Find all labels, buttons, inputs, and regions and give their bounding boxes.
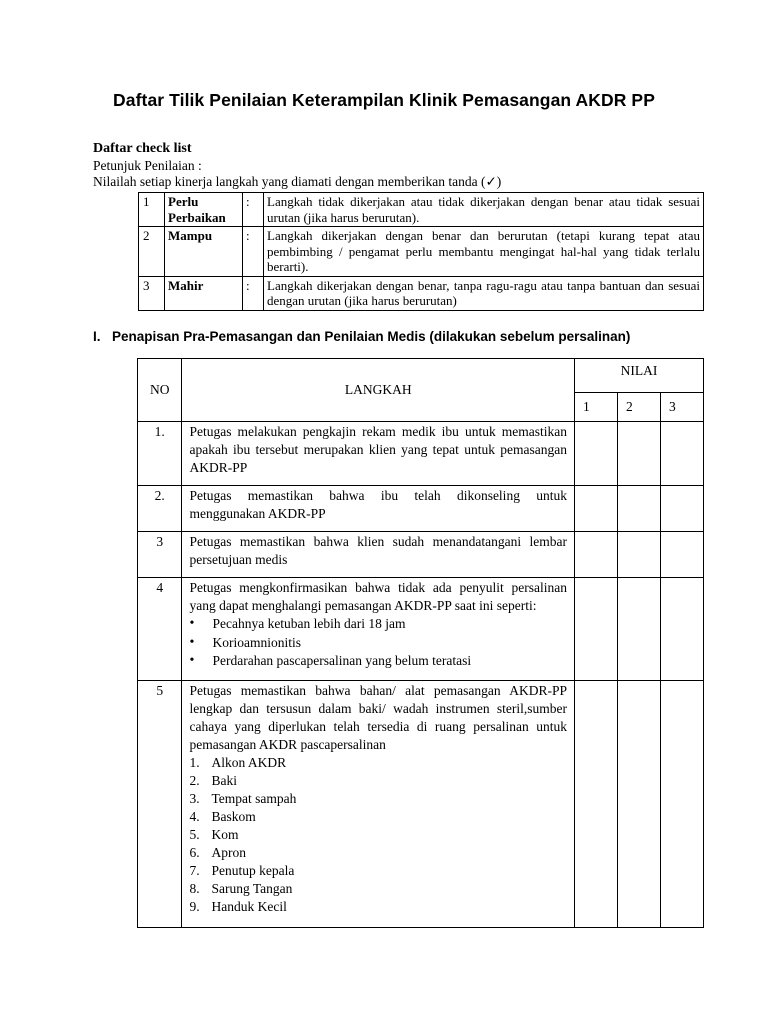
rating-description: Langkah dikerjakan dengan benar, tanpa ragu-ragu atau tanpa bantuan dan sesuai dengan urutan (jika harus berurutan) xyxy=(264,276,704,310)
list-item xyxy=(189,826,567,844)
step-text xyxy=(182,422,575,486)
rating-name: Mampu xyxy=(165,227,243,277)
list-item xyxy=(189,880,567,898)
steps-table xyxy=(137,358,704,928)
item-number: 5. xyxy=(189,827,200,842)
header-nilai: NILAI xyxy=(575,359,704,393)
step-text xyxy=(182,681,575,928)
item-number: 8. xyxy=(189,881,200,896)
item-number: 2. xyxy=(189,773,200,788)
step-description: Petugas memastikan bahwa bahan/ alat pemasangan AKDR-PP lengkap dan tersusun dalam baki/ wadah instrumen steril,sumber cahaya yang diperlukan telah tersedia di ruang persalinan untuk pemasangan AKDR pascapersalinan xyxy=(189,683,567,752)
table-row xyxy=(138,681,704,928)
document-title: Daftar Tilik Penilaian Keterampilan Klinik Pemasangan AKDR PP xyxy=(113,90,655,110)
list-item xyxy=(189,898,567,916)
item-number: 6. xyxy=(189,845,200,860)
rating-name: Perlu Perbaikan xyxy=(165,193,243,227)
item-number: 4. xyxy=(189,809,200,824)
rating-description: Langkah tidak dikerjakan atau tidak dikerjakan dengan benar atau tidak sesuai urutan (jika harus berurutan). xyxy=(264,193,704,227)
rating-number: 1 xyxy=(139,193,165,227)
score-cell-1[interactable] xyxy=(575,578,618,681)
score-cell-3[interactable] xyxy=(660,681,703,928)
section-number: I. xyxy=(93,329,101,344)
step-number: 4 xyxy=(138,578,182,681)
item-number: 9. xyxy=(189,899,200,914)
list-item xyxy=(189,790,567,808)
rating-description: Langkah dikerjakan dengan benar dan berurutan (tetapi kurang tepat atau pembimbing / pengamat perlu membantu mengingat hal-hal yang tidak terlalu berarti). xyxy=(264,227,704,277)
header-score-3: 3 xyxy=(660,393,703,422)
instruction-title: Petunjuk Penilaian : xyxy=(93,158,202,173)
bullet-item: • Pecahnya ketuban lebih dari 18 jam xyxy=(189,615,567,634)
score-cell-1[interactable] xyxy=(575,422,618,486)
header-score-1: 1 xyxy=(575,393,618,422)
item-text: Penutup kepala xyxy=(211,863,295,878)
score-cell-3[interactable] xyxy=(660,532,703,578)
item-text: Handuk Kecil xyxy=(211,899,287,914)
item-text: Baskom xyxy=(211,809,256,824)
step-text xyxy=(182,532,575,578)
list-item xyxy=(189,844,567,862)
header-no: NO xyxy=(138,359,182,422)
item-text: Kom xyxy=(211,827,239,842)
score-cell-1[interactable] xyxy=(575,681,618,928)
rating-row xyxy=(139,227,704,277)
step-number: 1. xyxy=(138,422,182,486)
instruction-text: Nilailah setiap kinerja langkah yang diamati dengan memberikan tanda (✓) xyxy=(93,174,502,189)
score-cell-3[interactable] xyxy=(660,422,703,486)
item-text: Sarung Tangan xyxy=(211,881,293,896)
table-row xyxy=(138,578,704,681)
list-item xyxy=(189,772,567,790)
rating-name: Mahir xyxy=(165,276,243,310)
item-text: Alkon AKDR xyxy=(211,755,287,770)
rating-separator: : xyxy=(243,276,264,310)
item-number: 3. xyxy=(189,791,200,806)
list-item xyxy=(189,862,567,880)
step-number: 3 xyxy=(138,532,182,578)
score-cell-1[interactable] xyxy=(575,532,618,578)
item-text: Baki xyxy=(211,773,237,788)
bullet-item: • Korioamnionitis xyxy=(189,634,567,653)
header-score-2: 2 xyxy=(617,393,660,422)
score-cell-2[interactable] xyxy=(617,422,660,486)
step-description: Petugas memastikan bahwa ibu telah dikonseling untuk menggunakan AKDR-PP xyxy=(189,488,567,521)
step-description: Petugas melakukan pengkajin rekam medik ibu untuk memastikan apakah ibu tersebut merupakan klien yang tepat untuk pemasangan AKDR-PP xyxy=(189,424,567,475)
rating-number: 2 xyxy=(139,227,165,277)
numbered-list xyxy=(189,754,567,916)
item-text: Tempat sampah xyxy=(211,791,297,806)
score-cell-2[interactable] xyxy=(617,681,660,928)
score-cell-2[interactable] xyxy=(617,486,660,532)
step-description: Petugas mengkonfirmasikan bahwa tidak ada penyulit persalinan yang dapat menghalangi pemasangan AKDR-PP saat ini seperti: xyxy=(189,580,567,613)
list-item xyxy=(189,808,567,826)
table-row xyxy=(138,486,704,532)
bullet-item: • Perdarahan pascapersalinan yang belum teratasi xyxy=(189,652,567,671)
rating-row xyxy=(139,276,704,310)
rating-row xyxy=(139,193,704,227)
header-step: LANGKAH xyxy=(182,359,575,422)
list-item xyxy=(189,754,567,772)
step-number: 5 xyxy=(138,681,182,928)
rating-separator: : xyxy=(243,227,264,277)
bullet-list xyxy=(189,615,567,671)
score-cell-3[interactable] xyxy=(660,486,703,532)
step-text xyxy=(182,486,575,532)
score-cell-3[interactable] xyxy=(660,578,703,681)
step-number: 2. xyxy=(138,486,182,532)
table-row xyxy=(138,532,704,578)
score-cell-2[interactable] xyxy=(617,578,660,681)
score-cell-1[interactable] xyxy=(575,486,618,532)
checklist-heading: Daftar check list xyxy=(93,141,192,156)
rating-separator: : xyxy=(243,193,264,227)
table-row xyxy=(138,422,704,486)
step-description: Petugas memastikan bahwa klien sudah menandatangani lembar persetujuan medis xyxy=(189,534,567,567)
rating-scale-table xyxy=(138,192,704,311)
rating-number: 3 xyxy=(139,276,165,310)
section-title: Penapisan Pra-Pemasangan dan Penilaian Medis (dilakukan sebelum persalinan) xyxy=(112,329,631,344)
item-number: 7. xyxy=(189,863,200,878)
step-text xyxy=(182,578,575,681)
score-cell-2[interactable] xyxy=(617,532,660,578)
item-number: 1. xyxy=(189,755,200,770)
section-heading xyxy=(93,329,630,344)
item-text: Apron xyxy=(211,845,246,860)
